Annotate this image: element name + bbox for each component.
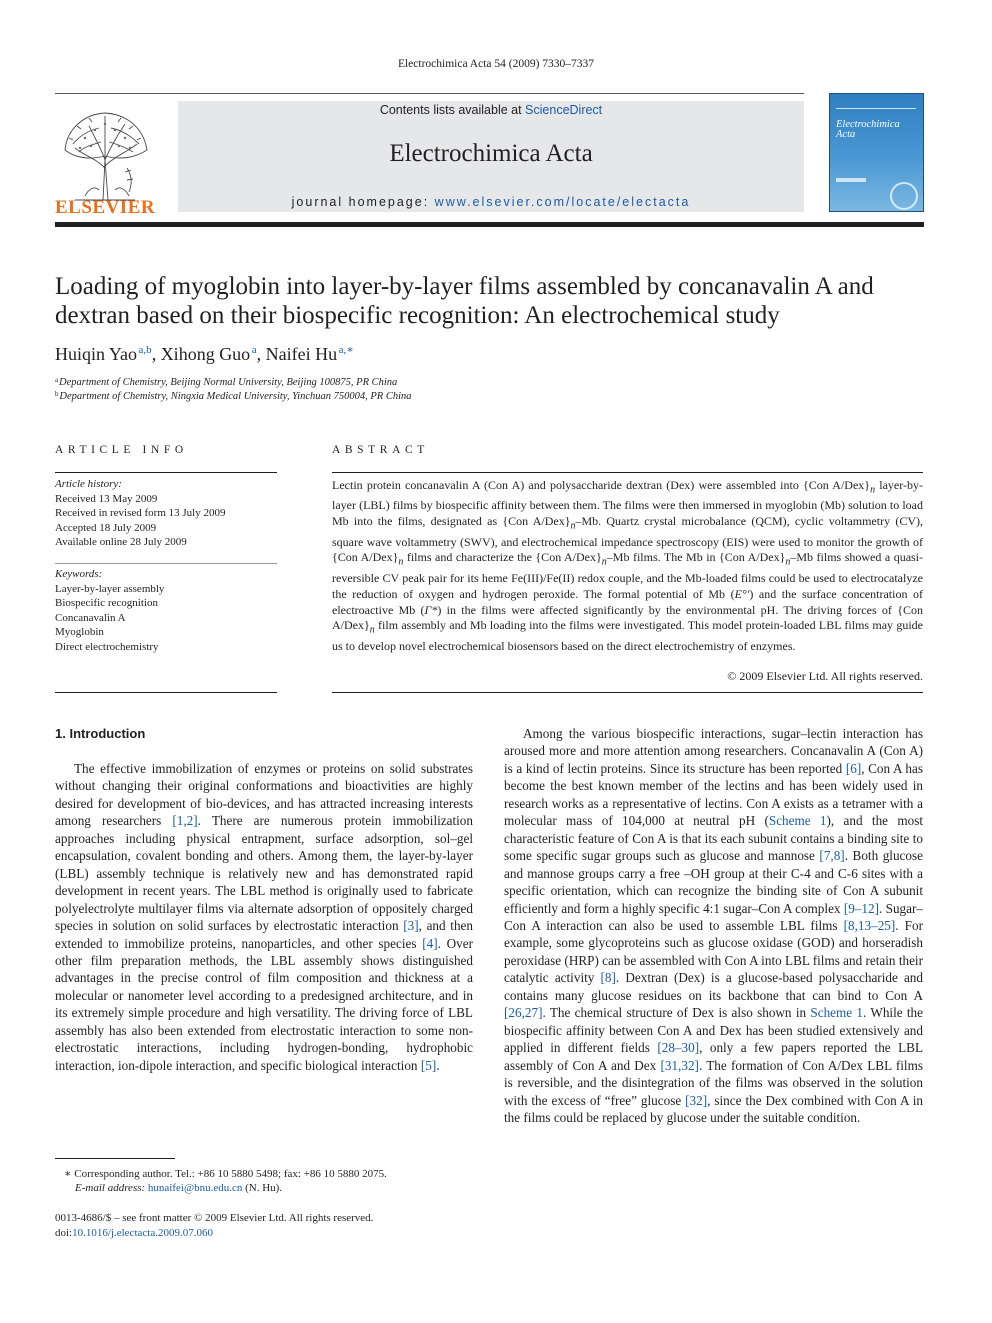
paper-title: Loading of myoglobin into layer-by-layer films assembled by concanavalin A and dextran based on their biospecific recognition: An electrochemical study	[55, 273, 874, 329]
contents-line	[178, 103, 804, 117]
abstract-heading: ABSTRACT	[332, 444, 429, 456]
history-item: Accepted 18 July 2009	[55, 521, 157, 534]
reference-link[interactable]: [8]	[600, 970, 616, 986]
scheme-link[interactable]: Scheme 1	[810, 1005, 864, 1021]
homepage-link[interactable]: www.elsevier.com/locate/electacta	[434, 195, 691, 209]
author-name: Xihong Guo	[160, 344, 251, 364]
scheme-link[interactable]: Scheme 1	[768, 813, 827, 829]
keyword-item: Concanavalin A	[55, 611, 126, 624]
email-label: E-mail address:	[75, 1182, 148, 1194]
corresponding-author-note: ∗ Corresponding author. Tel.: +86 10 5880 5498; fax: +86 10 5880 2075.	[64, 1168, 387, 1180]
email-note	[75, 1182, 282, 1194]
issn-line: 0013-4686/$ – see front matter © 2009 Elsevier Ltd. All rights reserved.	[55, 1212, 374, 1224]
email-link[interactable]: hunaifei@bnu.edu.cn	[147, 1182, 243, 1194]
keywords-block	[55, 567, 277, 654]
article-info-rule	[55, 472, 277, 473]
sciencedirect-link[interactable]: ScienceDirect	[525, 103, 603, 117]
keyword-item: Biospecific recognition	[55, 597, 158, 609]
author-affil-marker[interactable]: a,∗	[338, 344, 354, 356]
author-name: Huiqin Yao	[55, 344, 138, 364]
reference-link[interactable]: [7,8]	[819, 848, 845, 864]
abstract-text: Lectin protein concanavalin A (Con A) and polysaccharide dextran (Dex) were assembled into {Con $A/Dex\}_n$ layer-by-layer (LBL) films by biospecific affinity between them. The films were then immersed in myoglobin (Mb) solution to load Mb into the films, designated as {Con $A/Dex\}_n-Mb$. Quartz crystal microbalance (QCM), cyclic voltammetry (CV), square wave voltammetry (SWV), and electrochemical impedance spectroscopy (EIS) were used to monitor the growth of {Con $A/Dex\}_n$ films and characterize the {Con $A/Dex\}_n-Mb$ films. The Mb in {Con $A/Dex\}_n-Mb$ films showed a quasi-reversible CV peak pair for its heme Fe(III)/Fe(II) redox couple, and the Mb-loaded films could be used to electrocatalyze the reduction of oxygen and hydrogen peroxide. The formal potential of Mb (E°′) and the surface concentration of electroactive Mb (Γ*) in the films were affected significantly by the environmental pH. The driving forces of {Con $A/Dex\}_n$ film assembly and Mb loading into the films were investigated. This model protein-loaded LBL films may guide us to develop novel electrochemical biosensors based on the direct electrochemistry of enzymes.	[332, 478, 924, 653]
author-affil-marker[interactable]: a	[251, 344, 257, 356]
affiliation-a	[55, 376, 397, 388]
reference-link[interactable]: [9–12]	[843, 900, 880, 916]
contents-prefix: Contents lists available at	[379, 103, 526, 117]
affiliation-marker: b	[55, 390, 59, 398]
keyword-item: Direct electrochemistry	[55, 640, 159, 653]
author-name: Naifei Hu	[265, 344, 338, 364]
author-affil-marker[interactable]: a,b	[138, 344, 152, 356]
keywords-rule	[55, 563, 277, 564]
abstract-copyright: © 2009 Elsevier Ltd. All rights reserved.	[727, 669, 923, 683]
homepage-prefix: journal homepage:	[291, 195, 435, 209]
journal-cover-thumbnail	[829, 93, 924, 212]
keyword-item: Layer-by-layer assembly	[55, 582, 165, 595]
doi-label: doi:	[55, 1227, 73, 1239]
article-history	[55, 477, 277, 550]
reference-link[interactable]: [1,2]	[172, 813, 198, 829]
history-label: Article history:	[55, 478, 122, 490]
journal-title: Electrochimica Acta	[389, 140, 593, 167]
author-list: Huiqin Yao $^{a,b}$, Xihong Guo $^a$, Naifei Hu $^{a,∗}$	[55, 344, 354, 364]
homepage-line	[178, 195, 804, 209]
history-item: Available online 28 July 2009	[55, 536, 187, 548]
affiliation-text: Department of Chemistry, Beijing Normal University, Beijing 100875, PR China	[59, 377, 398, 388]
introduction-heading: 1. Introduction	[55, 726, 146, 741]
cover-title: Electrochimica Acta	[836, 119, 900, 140]
cover-topline	[836, 108, 916, 109]
affiliation-text: Department of Chemistry, Ningxia Medical University, Yinchuan 750004, PR China	[59, 391, 412, 402]
cover-bar	[836, 178, 866, 182]
reference-link[interactable]: [26,27]	[504, 1005, 543, 1021]
keyword-item: Myoglobin	[55, 626, 104, 638]
affiliation-marker: a	[55, 376, 59, 384]
body-column-right	[504, 725, 923, 1126]
cover-emblem-icon	[890, 182, 918, 210]
elsevier-wordmark: ELSEVIER	[55, 197, 156, 218]
abstract-rule	[332, 472, 923, 473]
article-info-heading: ARTICLE INFO	[55, 444, 188, 456]
reference-link[interactable]: [32]	[685, 1092, 708, 1108]
reference-link[interactable]: [4]	[422, 935, 438, 951]
reference-link[interactable]: [6]	[845, 760, 862, 776]
reference-link[interactable]: [28–30]	[657, 1040, 700, 1056]
reference-link[interactable]: [8,13–25]	[843, 917, 896, 933]
abstract-bottom-rule	[332, 692, 923, 693]
history-item: Received in revised form 13 July 2009	[55, 507, 226, 519]
history-item: Received 13 May 2009	[55, 492, 158, 505]
article-info-bottom-rule	[55, 692, 277, 693]
masthead-rule	[55, 93, 804, 94]
keywords-label: Keywords:	[55, 568, 103, 580]
reference-link[interactable]: [3]	[403, 918, 419, 934]
journal-citation: Electrochimica Acta 54 (2009) 7330–7337	[397, 58, 595, 70]
email-suffix: (N. Hu).	[242, 1182, 283, 1194]
body-column-left	[55, 760, 473, 1074]
doi-line	[55, 1227, 213, 1239]
reference-link[interactable]: [31,32]	[660, 1057, 699, 1073]
header-thick-rule	[55, 222, 924, 227]
intro-paragraph-2: Among the various biospecific interactions, sugar–lectin interaction has aroused more and more attention among researchers. Concanavalin A (Con A) is a kind of lectin proteins. Since its structure has been reported [6], Con A has become the best known member of the lectins and has been widely used in research works as a representative of lectins. Con A exists as a tetramer with a molecular mass of 104,000 at neutral pH (Scheme 1), and the most characteristic feature of Con A is that its each subunit contains a binding site to some specific sugar groups such as glucose and mannose [7,8]. Both glucose and mannose groups carry a free –OH group at their C-4 and C-6 sites with a specific orientation, which can recognize the binding site of Con A subunit efficiently and form a highly specific 4:1 sugar–Con A complex [9–12]. Sugar–Con A interaction can also be used to assemble LBL films [8,13–25]. For example, some glycoproteins such as glucose oxidase (GOD) and horseradish peroxidase (HRP) can be assembled with Con A into LBL films and retain their catalytic activity [8]. Dextran (Dex) is a glucose-based polysaccharide and contains many glucose residues on its backbone that can bind to Con A [26,27]. The chemical structure of Dex is also shown in Scheme 1. While the biospecific affinity between Con A and Dex has been studied extensively and applied in different fields [28–30], only a few papers reported the LBL assembly of Con A and Dex [31,32]. The formation of Con A/Dex LBL films is reversible, and the disintegration of the films was observed in the solution with the excess of “free” glucose [32], since the Dex combined with Con A in the films could be replaced by glucose under the suitable condition.	[504, 726, 924, 1125]
affiliation-b	[55, 390, 412, 402]
intro-paragraph-1: The effective immobilization of enzymes or proteins on solid substrates without changing their original conformations and bioactivities are highly desired for development of bio-devices, and has attracted increasing interests among researchers [1,2]. There are numerous protein immobilization approaches including physical entrapment, surface adsorption, sol–gel encapsulation, covalent bonding and others. Among them, the layer-by-layer (LBL) assembly technique is relatively new and has demonstrated rapid development in recent years. The LBL method is originally used to fabricate polyelectrolyte multilayer films via alternate adsorption of oppositely charged species in solution on solid surfaces by electrostatic interaction [3], and then extended to immobilize proteins, nanoparticles, and other species [4]. Over other film preparation methods, the LBL assembly shows distinguished advantages in the precise control of film composition and thickness at a molecular or nanometer level according to a predesigned architecture, and in its extremely simple procedure and high versatility. The driving force of LBL assembly has also been extended from electrostatic interaction to some non-electrostatic interactions, including hydrogen-bonding, hydrophobic interaction, ion-dipole interaction, and specific biological interaction [5].	[55, 761, 473, 1073]
footnote-rule	[55, 1158, 175, 1159]
reference-link[interactable]: [5]	[420, 1057, 437, 1073]
doi-link[interactable]: 10.1016/j.electacta.2009.07.060	[72, 1227, 213, 1239]
